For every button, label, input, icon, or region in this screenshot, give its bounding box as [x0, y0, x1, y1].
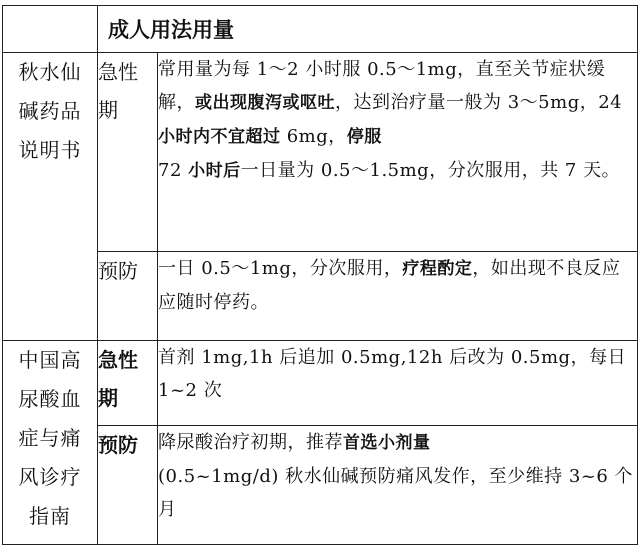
dosage-segment: 首剂 1mg,1h 后追加 0.5mg,12h 后改为 0.5mg，每日 1~2 次 [158, 347, 627, 401]
label-line: 预防 [98, 433, 138, 457]
dosage-segment: 72 [158, 160, 189, 181]
label-line: 急性 [98, 60, 138, 84]
label-line: 预防 [98, 259, 138, 283]
table-row [3, 252, 638, 341]
dosage-segment: 一日量为 0.5～1.5mg，分次服用，共 7 天。 [240, 160, 621, 181]
dosage-segment-bold: 小时内不宜超过 [158, 127, 281, 147]
dosage-segment: 一日 0.5～1mg，分次服用， [158, 258, 403, 279]
source-line: 碱药品 [18, 99, 82, 123]
table-row [3, 53, 638, 252]
dosage-segment: 6mg， [280, 126, 347, 147]
source-line: 指南 [29, 504, 71, 528]
dosage-segment: 降尿酸治疗初期，推荐 [158, 432, 343, 453]
dosage-segment-bold: 停服 [346, 127, 382, 147]
dosage-text [158, 252, 638, 341]
phase-label-acute [98, 53, 158, 252]
dosage-segment: ，如出现不良反应应随时停药。 [158, 258, 621, 313]
table-title: 成人用法用量 [98, 6, 638, 53]
dosage-text [158, 426, 638, 545]
header-row [3, 6, 638, 53]
label-line: 急性 [98, 348, 138, 372]
dosage-segment-bold: 或出现腹泻或呕吐 [195, 93, 335, 113]
source-line: 说明书 [18, 138, 82, 162]
dosage-segment-bold: 小时后 [188, 161, 241, 181]
dosage-segment-bold: 疗程酌定 [402, 259, 473, 279]
dosage-segment: 常用量为每 1～2 小时服 0.5～1mg，直至关节症状缓解， [158, 59, 606, 113]
dosage-text [158, 341, 638, 426]
dosage-text [158, 53, 638, 252]
header-empty-cell [3, 6, 98, 53]
source-line: 风诊疗 [18, 465, 82, 489]
source-line: 秋水仙 [18, 60, 82, 84]
source-cell-drug-label [3, 53, 98, 341]
table-row [3, 426, 638, 545]
label-line: 期 [98, 98, 118, 122]
dosage-segment-bold: 首选小剂量 [343, 433, 431, 453]
phase-label-acute [98, 341, 158, 426]
label-line: 期 [98, 386, 118, 410]
source-line: 尿酸血 [18, 387, 82, 411]
phase-label-prevention [98, 252, 158, 341]
dosage-segment: (0.5~1mg/d) 秋水仙碱预防痛风发作，至少维持 3~6 个月 [158, 466, 634, 520]
phase-label-prevention [98, 426, 158, 545]
source-line: 中国高 [18, 348, 82, 372]
source-cell-guideline [3, 341, 98, 545]
source-line: 症与痛 [18, 426, 82, 450]
dosage-table [2, 5, 638, 545]
dosage-segment: ，达到治疗量一般为 3～5mg，24 [335, 92, 623, 113]
table-row [3, 341, 638, 426]
